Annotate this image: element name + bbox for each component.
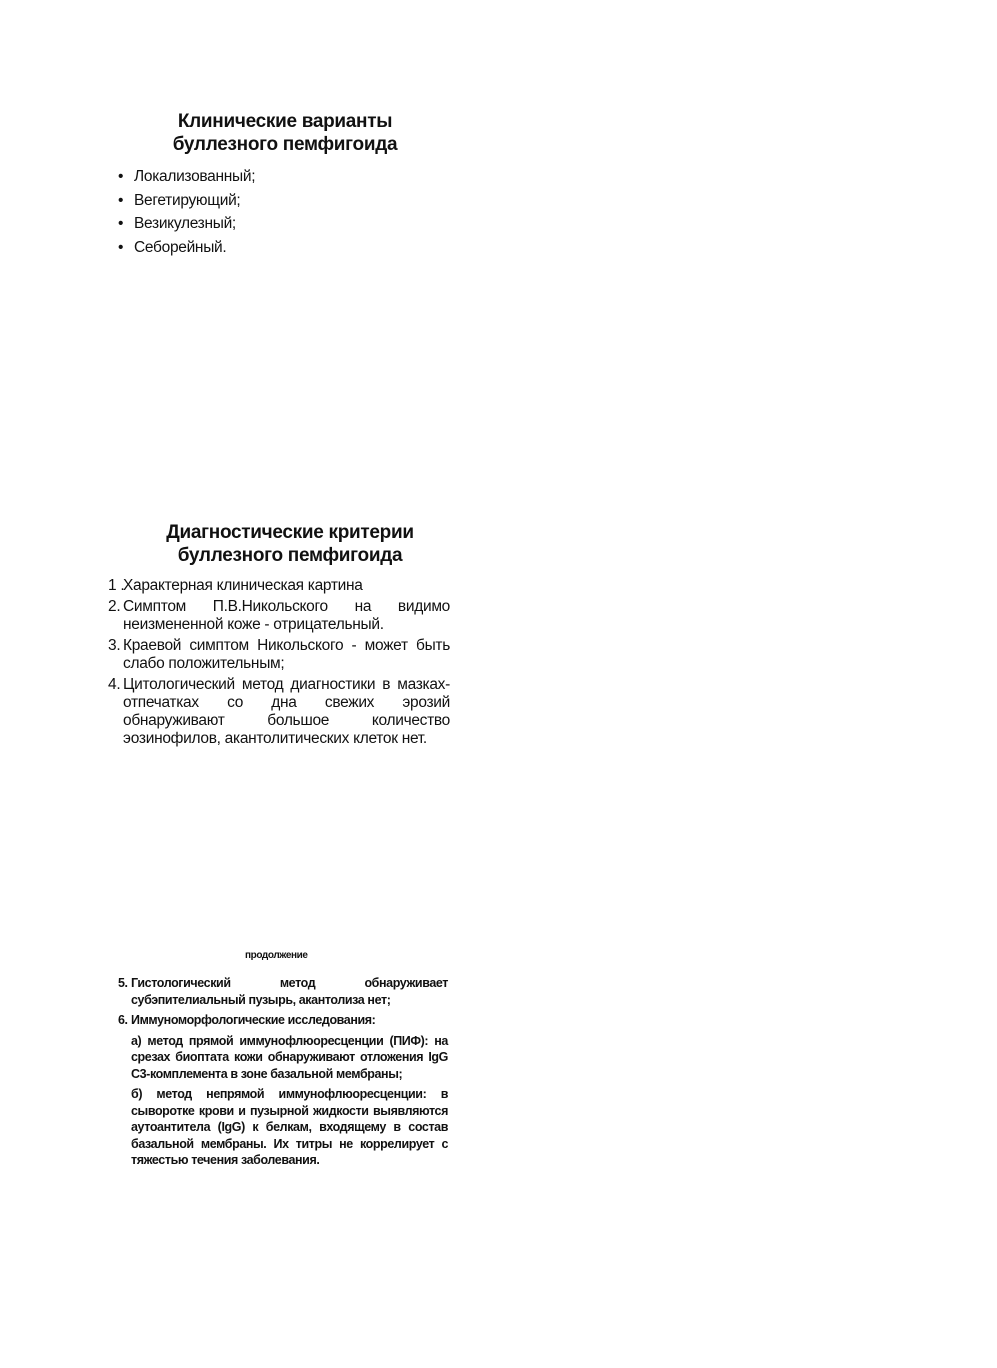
item-number: 2.	[108, 598, 121, 615]
continuation-caption: продолжение	[245, 950, 308, 961]
criteria-item	[108, 637, 450, 673]
item-number: 4.	[108, 676, 121, 693]
section2-title-line1: Диагностические критерии	[166, 522, 414, 543]
list-item-text: Себорейный.	[134, 238, 227, 256]
section1-title-line1: Клинические варианты	[177, 111, 393, 132]
criteria-item	[108, 676, 450, 748]
list-item	[118, 189, 255, 213]
section1-title	[95, 110, 475, 156]
sub-item: а) метод прямой иммунофлюоресценции (ПИФ): на срезах биоптата кожи обнаруживают отложения IgG С3-комплемента в зоне базальной мембраны;	[131, 1033, 448, 1081]
item-text: Характерная клиническая картина	[123, 577, 363, 594]
section1-variants-list	[118, 165, 255, 259]
sub-item: б) метод непрямой иммунофлюоресценции: в сыворотке крови и пузырной жидкости выявляются аутоантитела (IgG) к белкам, входящему в состав базальной мембраны. Их титры не коррелирует с тяжестью течения заболевания.	[131, 1087, 448, 1167]
criteria-item	[118, 975, 448, 1008]
item-number: 6.	[118, 1013, 128, 1027]
bullet-icon: •	[118, 191, 124, 209]
bullet-icon: •	[118, 168, 124, 185]
list-item-text: Локализованный;	[134, 168, 256, 185]
section3-criteria-list	[118, 975, 448, 1173]
list-item	[118, 212, 255, 236]
list-item-text: Везикулезный;	[134, 215, 236, 232]
item-text: Иммуноморфологические исследования:	[131, 1013, 376, 1027]
section2-title	[95, 521, 485, 567]
item-text: Краевой симптом Никольского - может быть слабо положительным;	[123, 637, 450, 672]
item-number: 3.	[108, 637, 121, 654]
sub-list	[131, 1033, 448, 1169]
criteria-item	[118, 1012, 448, 1169]
item-text: Цитологический метод диагностики в мазках-отпечатках со дна свежих эрозий обнаруживают большое количество эозинофилов, акантолитических клеток нет.	[123, 676, 450, 747]
section2-title-line2: буллезного пемфигоида	[177, 545, 403, 566]
item-number: 1 .	[108, 577, 125, 594]
section2-criteria-list	[108, 577, 450, 751]
item-text: Симптом П.В.Никольского на видимо неизмененной коже - отрицательный.	[123, 598, 450, 633]
bullet-icon: •	[118, 238, 124, 256]
list-item-text: Вегетирующий;	[134, 191, 241, 209]
criteria-item	[108, 598, 450, 634]
list-item	[118, 165, 255, 189]
criteria-item	[108, 577, 450, 595]
bullet-icon: •	[118, 215, 124, 232]
list-item	[118, 236, 255, 260]
item-number: 5.	[118, 976, 128, 990]
section1-title-line2: буллезного пемфигоида	[172, 134, 398, 155]
item-text: Гистологический метод обнаруживает субэпителиальный пузырь, акантолиза нет;	[131, 976, 448, 1007]
